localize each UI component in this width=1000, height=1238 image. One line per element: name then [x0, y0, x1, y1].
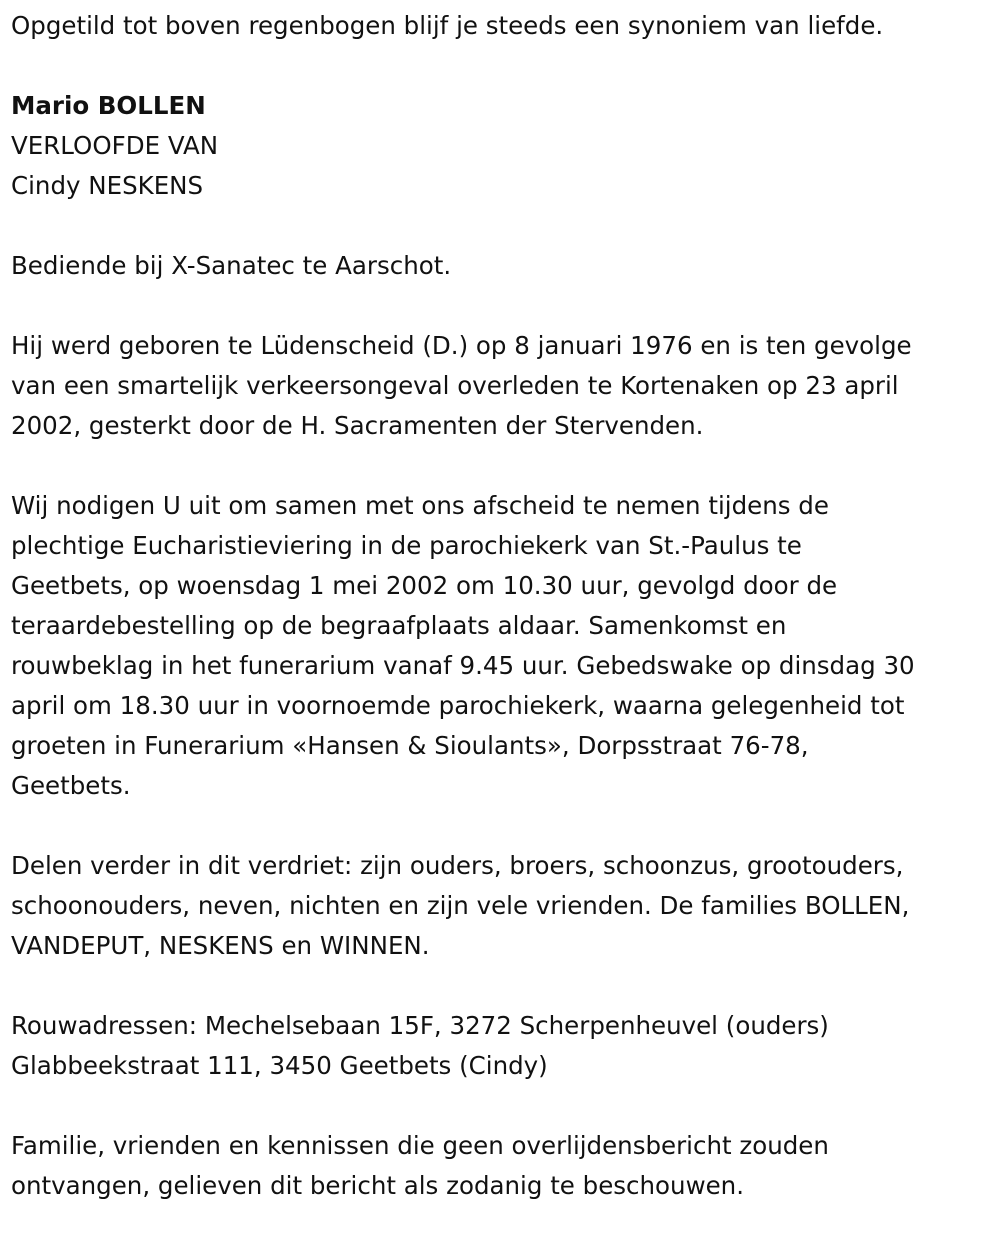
invitation-paragraph: [11, 486, 991, 806]
closing-paragraph: [11, 1126, 991, 1206]
paragraph-gap: [11, 206, 991, 246]
motto-line: Opgetild tot boven regenbogen blijf je steeds een synoniem van liefde.: [11, 11, 884, 40]
paragraph-line: Wij nodigen U uit om samen met ons afscheid te nemen tijdens de: [11, 491, 829, 520]
partner-name: Cindy NESKENS: [11, 171, 204, 200]
mourners-paragraph: [11, 846, 991, 966]
paragraph-gap: [11, 446, 991, 486]
paragraph-line: schoonouders, neven, nichten en zijn vele vrienden. De families BOLLEN,: [11, 891, 910, 920]
birth-death-paragraph: [11, 326, 991, 446]
deceased-name: Mario BOLLEN: [11, 91, 206, 120]
paragraph-gap: [11, 46, 991, 86]
paragraph-gap: [11, 286, 991, 326]
paragraph-line: 2002, gesterkt door de H. Sacramenten der Stervenden.: [11, 411, 704, 440]
relation-label: VERLOOFDE VAN: [11, 131, 219, 160]
occupation-line: Bediende bij X-Sanatec te Aarschot.: [11, 251, 452, 280]
paragraph-line: van een smartelijk verkeersongeval overleden te Kortenaken op 23 april: [11, 371, 899, 400]
obituary-document: [11, 6, 991, 1206]
paragraph-line: plechtige Eucharistieviering in de parochiekerk van St.-Paulus te: [11, 531, 802, 560]
paragraph-line: VANDEPUT, NESKENS en WINNEN.: [11, 931, 430, 960]
address-line: Glabbeekstraat 111, 3450 Geetbets (Cindy): [11, 1051, 548, 1080]
paragraph-line: Delen verder in dit verdriet: zijn ouders, broers, schoonzus, grootouders,: [11, 851, 904, 880]
address-line: Rouwadressen: Mechelsebaan 15F, 3272 Scherpenheuvel (ouders): [11, 1011, 829, 1040]
paragraph-line: ontvangen, gelieven dit bericht als zodanig te beschouwen.: [11, 1171, 745, 1200]
paragraph-line: teraardebestelling op de begraafplaats aldaar. Samenkomst en: [11, 611, 787, 640]
paragraph-line: Familie, vrienden en kennissen die geen overlijdensbericht zouden: [11, 1131, 829, 1160]
paragraph-line: groeten in Funerarium «Hansen & Sioulants», Dorpsstraat 76-78,: [11, 731, 809, 760]
paragraph-line: april om 18.30 uur in voornoemde parochiekerk, waarna gelegenheid tot: [11, 691, 905, 720]
paragraph-gap: [11, 806, 991, 846]
paragraph-gap: [11, 1086, 991, 1126]
paragraph-gap: [11, 966, 991, 1006]
paragraph-line: rouwbeklag in het funerarium vanaf 9.45 uur. Gebedswake op dinsdag 30: [11, 651, 915, 680]
paragraph-line: Geetbets.: [11, 771, 131, 800]
paragraph-line: Hij werd geboren te Lüdenscheid (D.) op 8 januari 1976 en is ten gevolge: [11, 331, 912, 360]
paragraph-line: Geetbets, op woensdag 1 mei 2002 om 10.30 uur, gevolgd door de: [11, 571, 838, 600]
addresses-paragraph: [11, 1006, 991, 1086]
